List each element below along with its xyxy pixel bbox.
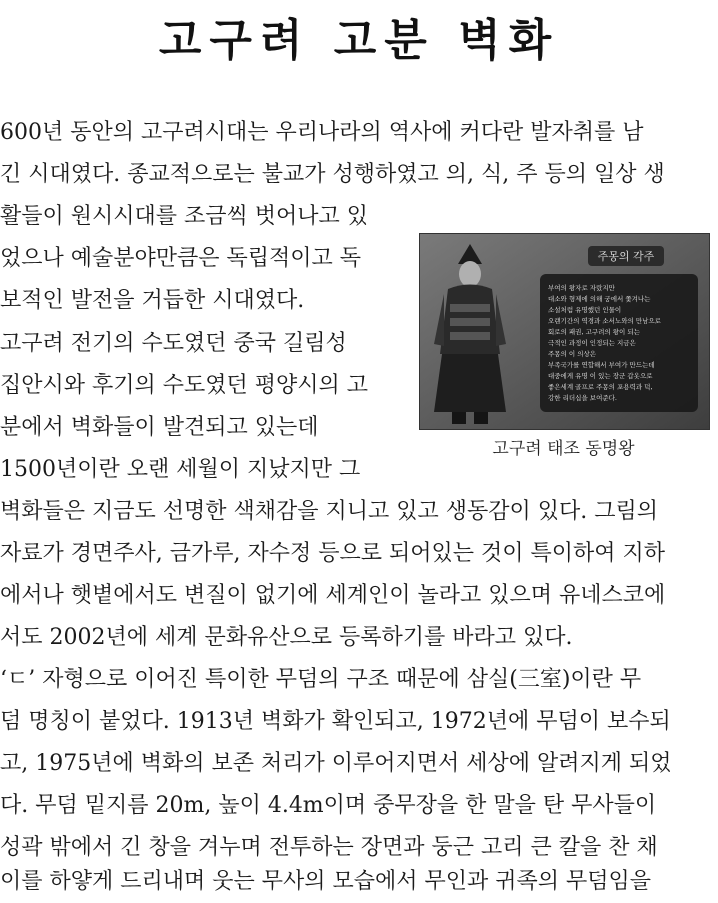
panel-text-line: 강한 리더십을 보여준다.	[548, 394, 617, 402]
text-line: 에서나 햇볕에서도 변질이 없기에 세계인이 놀라고 있으며 유네스코에	[0, 583, 666, 608]
text-line: ‘ㄷ’ 자형으로 이어진 특이한 무덤의 구조 때문에 삼실(三室)이란 무	[0, 667, 642, 692]
text-line: 성곽 밖에서 긴 창을 겨누며 전투하는 장면과 둥근 고리 큰 칼을 찬 채	[0, 835, 658, 860]
figure-caption: 고구려 태조 동명왕	[492, 439, 635, 459]
panel-text-line: 부여의 왕자로 자랐지만	[548, 284, 615, 292]
text-line: 1500년이란 오랜 세월이 지났지만 그	[0, 457, 361, 482]
text-line: 600년 동안의 고구려시대는 우리나라의 역사에 커다란 발자취를 남	[0, 120, 644, 145]
panel-badge: 주몽의 각주	[597, 250, 655, 263]
text-line: 었으나 예술분야만큼은 독립적이고 독	[0, 246, 362, 271]
text-line: 덤 명칭이 붙었다. 1913년 벽화가 확인되고, 1972년에 무덤이 보수되	[0, 709, 671, 734]
page-title: 고구려 고분 벽화	[158, 15, 560, 66]
panel-text-line: 부족국가를 연합해서 부여가 만드는데	[548, 361, 655, 369]
panel-text-line: 좋은세계 골프로 주몽의 포용력과 덕,	[548, 383, 653, 391]
text-line: 고, 1975년에 벽화의 보존 처리가 이루어지면서 세상에 알려지게 되었	[0, 751, 672, 776]
text-line: 이를 하얗게 드리내며 웃는 무사의 모습에서 무인과 귀족의 무덤임을	[0, 869, 652, 894]
text-line: 다. 무덤 밑지름 20m, 높이 4.4m이며 중무장을 한 말을 탄 무사들이	[0, 793, 657, 818]
text-line: 자료가 경면주사, 금가루, 자수정 등으로 되어있는 것이 특이하여 지하	[0, 541, 665, 566]
panel-text-line: 극적인 과정이 인정되는 지금은	[548, 339, 636, 347]
text-line: 집안시와 후기의 수도였던 평양시의 고	[0, 373, 369, 398]
panel-text-line: 대중에게 유명 이 있는 장군 갑옷으로	[548, 372, 653, 380]
text-line: 서도 2002년에 세계 문화유산으로 등록하기를 바라고 있다.	[0, 625, 573, 650]
panel-text-line: 회로의 패권, 고구려의 왕이 되는	[548, 328, 640, 336]
text-line: 활들이 원시시대를 조금씩 벗어나고 있	[0, 204, 369, 229]
text-line: 벽화들은 지금도 선명한 색채감을 지니고 있고 생동감이 있다. 그림의	[0, 499, 658, 524]
panel-text-line: 오랜기간의 역경과 소서노와의 만남으로	[548, 317, 661, 325]
panel-text-line: 소설처럼 유명했던 인물이	[548, 306, 622, 314]
text-line: 보적인 발전을 거듭한 시대였다.	[0, 288, 305, 313]
text-line: 고구려 전기의 수도였던 중국 길림성	[0, 331, 347, 356]
text-line: 긴 시대였다. 종교적으로는 불교가 성행하였고 의, 식, 주 등의 일상 생	[0, 162, 665, 187]
panel-text-line: 주몽의 이 의상은	[548, 350, 597, 358]
king-illustration	[419, 233, 710, 430]
text-line: 분에서 벽화들이 발견되고 있는데	[0, 415, 319, 440]
panel-text-line: 대소와 형제에 의해 궁에서 쫓겨나는	[548, 295, 651, 303]
